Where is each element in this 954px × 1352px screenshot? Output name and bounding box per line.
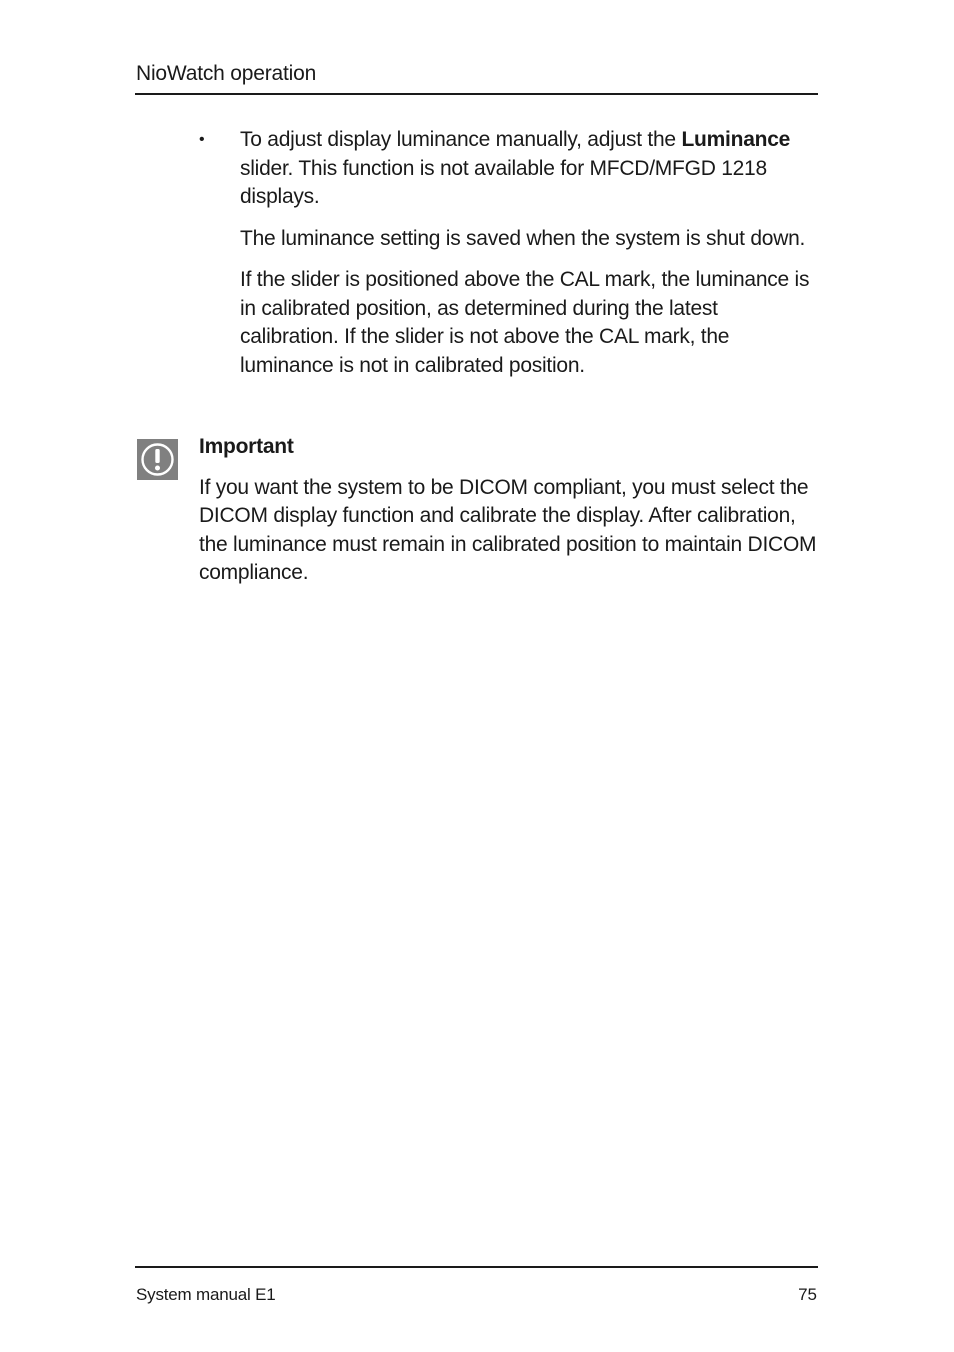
footer-divider [135,1266,818,1268]
bullet-paragraph-1 [240,126,820,212]
page-number: 75 [798,1285,817,1304]
header-divider [135,93,818,95]
important-text: If you want the system to be DICOM compliant, you must select the DICOM display function and calibrate the display. After calibration, the luminance must remain in calibrated position to maintain DICOM compliance. [199,475,817,584]
important-note [199,433,819,588]
bullet-paragraph-2: The luminance setting is saved when the system is shut down. [240,226,806,250]
footer-manual-name: System manual E1 [136,1285,276,1304]
bullet-marker: • [199,131,205,148]
bullet-paragraph-3: If the slider is positioned above the CAL mark, the luminance is in calibrated position, as determined during the latest calibration. If the slider is not above the CAL mark, the luminance is not in calibrated position. [240,268,810,377]
luminance-term: Luminance [681,128,791,151]
exclamation-icon [137,439,178,480]
bullet-item [240,126,820,393]
important-title: Important [199,435,294,458]
page-section-title: NioWatch operation [136,62,317,85]
paragraph-text: To adjust display luminance manually, adjust the [240,128,682,151]
paragraph-text: slider. This function is not available for MFCD/MFGD 1218 displays. [240,156,767,208]
